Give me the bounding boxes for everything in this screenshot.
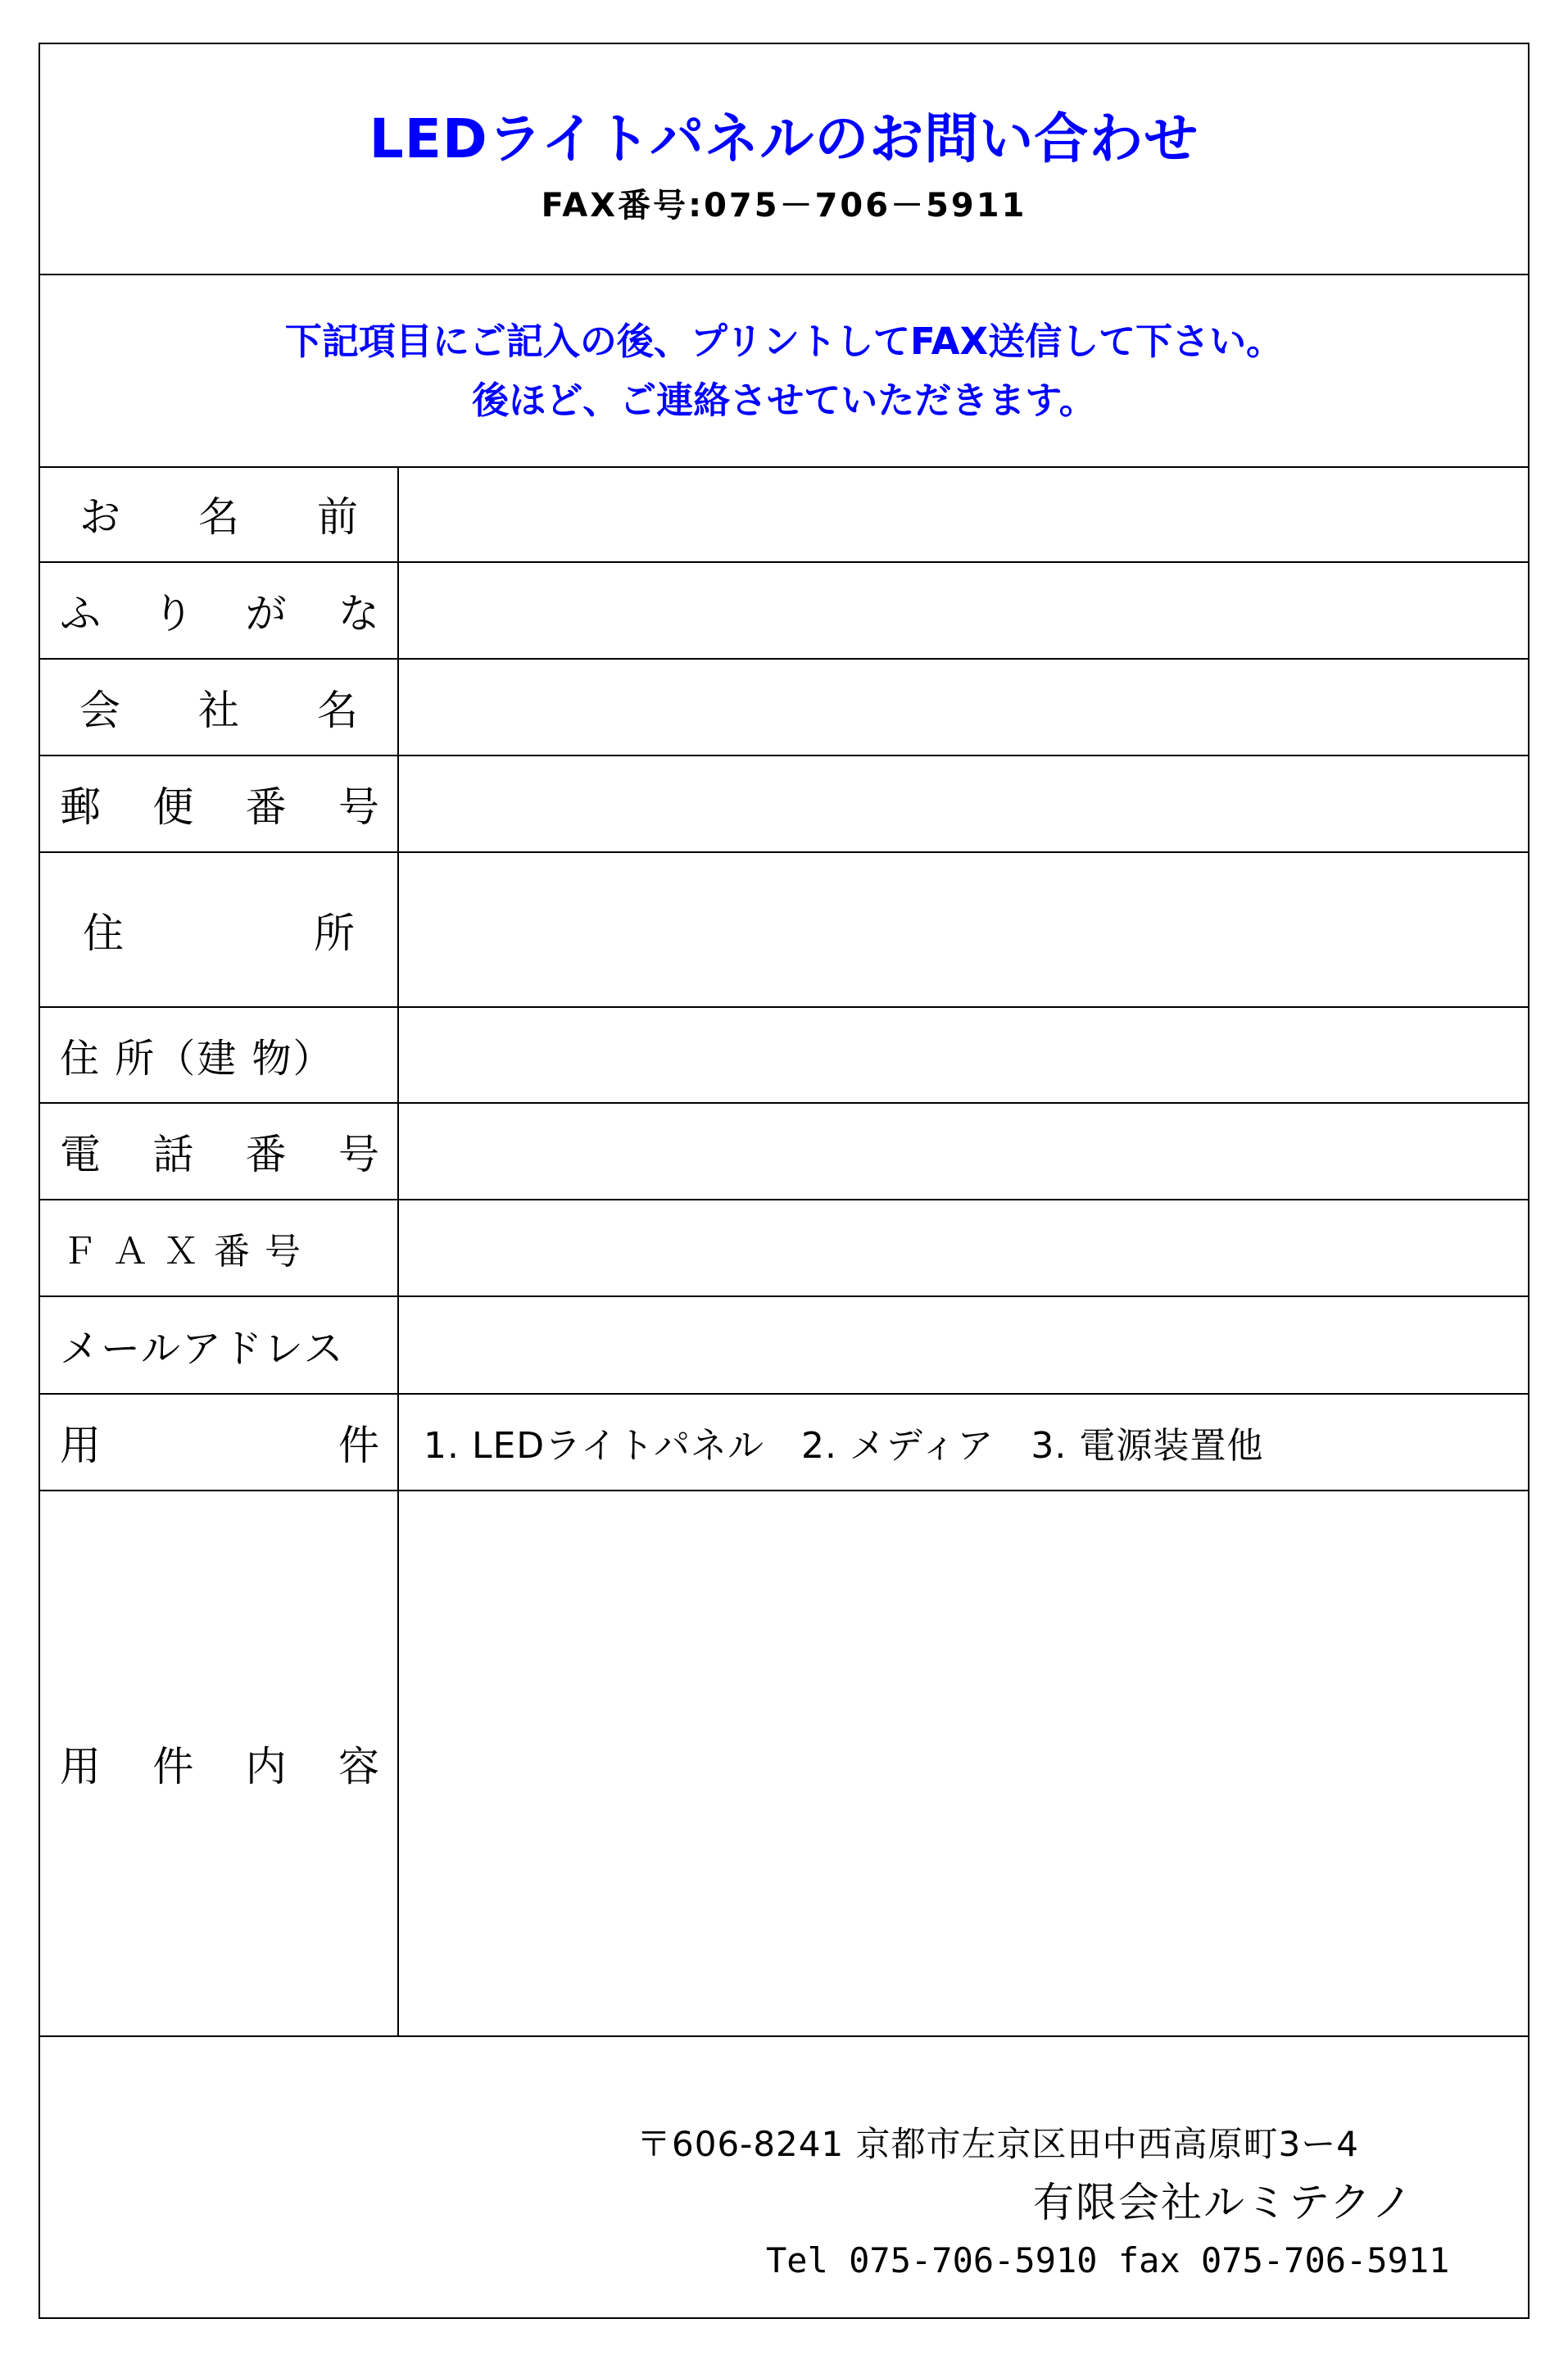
- form-header: [40, 44, 1528, 275]
- instructions: [40, 274, 1528, 468]
- form-row-furigana: [40, 563, 1528, 660]
- label-char: 用: [60, 1422, 101, 1469]
- label-char: 名: [317, 687, 358, 734]
- form-table: [40, 466, 1528, 2037]
- label-char: 番: [245, 1131, 287, 1178]
- postal-code-field[interactable]: [399, 756, 1528, 851]
- label-char: 所: [314, 909, 355, 957]
- label-char: 件: [152, 1743, 194, 1790]
- label-details: [40, 1491, 399, 2035]
- form-row-address: [40, 853, 1528, 1008]
- label-address: [40, 853, 399, 1006]
- name-field[interactable]: [399, 466, 1528, 561]
- details-field[interactable]: [399, 1491, 1528, 2035]
- form-row-building: [40, 1008, 1528, 1104]
- form-row-name: [40, 466, 1528, 563]
- label-char: 内: [245, 1743, 287, 1790]
- company-name: 有限会社ルミテクノ: [1033, 2179, 1414, 2226]
- label-email: メールアドレス: [40, 1297, 399, 1393]
- label-char: り: [152, 590, 194, 638]
- label-char: 前: [317, 493, 358, 541]
- label-char: 話: [152, 1131, 194, 1178]
- label-char: ふ: [60, 590, 101, 638]
- label-name: [40, 466, 399, 561]
- label-char: 容: [338, 1743, 379, 1790]
- label-fax: ＦＡＸ番号: [40, 1200, 399, 1295]
- company-contact: Tel 075-706-5910 fax 075-706-5911: [766, 2240, 1450, 2280]
- form-row-subject: [40, 1395, 1528, 1491]
- company-address: 〒606-8241 京都市左京区田中西高原町3ー4: [637, 2124, 1360, 2164]
- building-field[interactable]: [399, 1008, 1528, 1102]
- label-char: 号: [338, 1131, 379, 1178]
- form-row-fax: [40, 1200, 1528, 1297]
- label-building: 住 所（建 物）: [40, 1008, 399, 1102]
- label-char: 名: [198, 493, 239, 541]
- label-furigana: [40, 563, 399, 658]
- label-char: 便: [152, 783, 194, 831]
- footer: [40, 2045, 1528, 2319]
- email-field[interactable]: [399, 1297, 1528, 1393]
- form-row-details: [40, 1491, 1528, 2037]
- fax-number-heading: FAX番号:075－706－5911: [541, 187, 1027, 225]
- instruction-line-1: 下記項目にご記入の後、プリントしてFAX送信して下さい。: [284, 320, 1284, 363]
- furigana-field[interactable]: [399, 563, 1528, 658]
- label-char: 電: [60, 1131, 101, 1178]
- address-field[interactable]: [399, 853, 1528, 1006]
- form-row-postal: [40, 756, 1528, 853]
- label-char: お: [79, 493, 120, 541]
- fax-form: [39, 43, 1529, 2319]
- label-char: 住: [83, 909, 124, 957]
- label-subject: [40, 1395, 399, 1490]
- instruction-line-2: 後ほど、ご連絡させていただきます。: [472, 379, 1096, 422]
- label-phone: [40, 1104, 399, 1199]
- page-title: LEDライトパネルのお問い合わせ: [369, 107, 1199, 170]
- phone-field[interactable]: [399, 1104, 1528, 1199]
- fax-field[interactable]: [399, 1200, 1528, 1295]
- label-company: [40, 660, 399, 755]
- label-char: 社: [198, 687, 239, 734]
- label-char: 郵: [60, 783, 101, 831]
- label-postal-code: [40, 756, 399, 851]
- company-field[interactable]: [399, 660, 1528, 755]
- form-row-email: [40, 1297, 1528, 1395]
- label-char: 号: [338, 783, 379, 831]
- form-row-company: [40, 660, 1528, 756]
- label-char: 番: [245, 783, 287, 831]
- label-char: 会: [79, 687, 120, 734]
- subject-options[interactable]: 1. LEDライトパネル 2. メディア 3. 電源装置他: [424, 1425, 1264, 1467]
- form-row-phone: [40, 1104, 1528, 1200]
- label-char: な: [338, 590, 379, 638]
- label-char: 件: [338, 1422, 379, 1469]
- label-char: が: [245, 590, 287, 638]
- label-char: 用: [60, 1743, 101, 1790]
